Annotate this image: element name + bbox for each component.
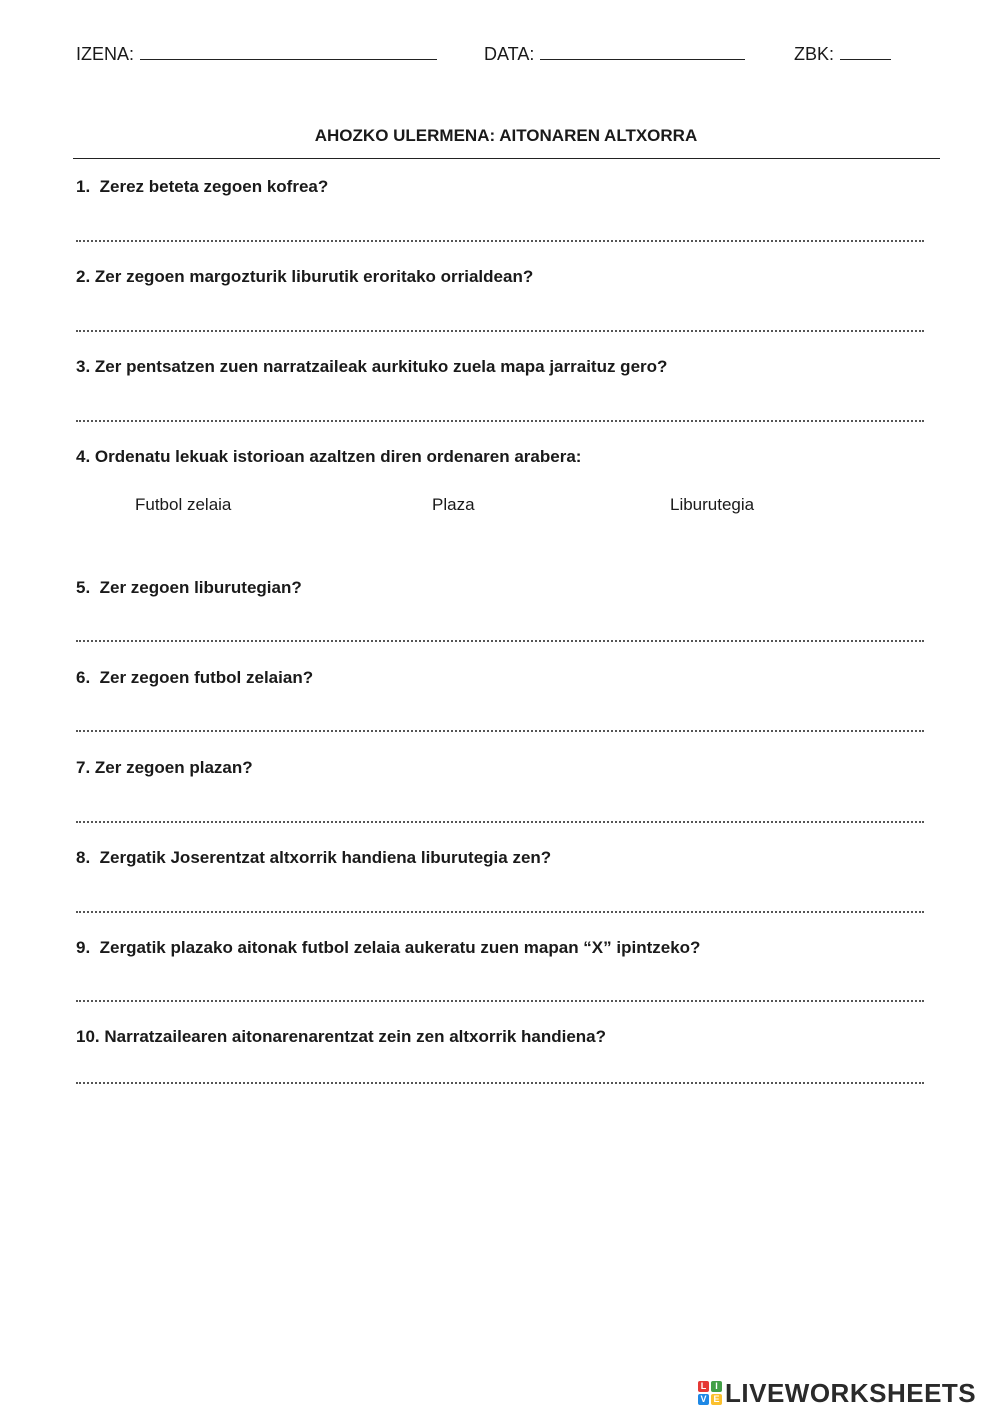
answer-line-9[interactable] bbox=[76, 1000, 924, 1002]
question-8: 8. Zergatik Joserentzat altxorrik handiena liburutegia zen? bbox=[76, 848, 552, 867]
question-2: 2. Zer zegoen margozturik liburutik eroritako orrialdean? bbox=[76, 267, 534, 286]
question-1: 1. Zerez beteta zegoen kofrea? bbox=[76, 177, 329, 196]
logo-text: LIVEWORKSHEETS bbox=[725, 1377, 977, 1408]
question-10: 10. Narratzailearen aitonarenarentzat zein zen altxorrik handiena? bbox=[76, 1027, 607, 1046]
question-9: 9. Zergatik plazako aitonak futbol zelaia aukeratu zuen mapan “X” ipintzeko? bbox=[76, 938, 701, 957]
answer-line-3[interactable] bbox=[76, 420, 924, 422]
name-label: IZENA: bbox=[76, 44, 135, 64]
logo-letter: E bbox=[711, 1394, 722, 1405]
number-field bbox=[794, 44, 891, 65]
option-plaza[interactable]: Plaza bbox=[432, 495, 475, 514]
logo-letter: L bbox=[698, 1381, 709, 1392]
option-futbol-zelaia[interactable]: Futbol zelaia bbox=[135, 495, 232, 514]
answer-line-7[interactable] bbox=[76, 821, 924, 823]
name-line[interactable] bbox=[140, 45, 437, 60]
question-4: 4. Ordenatu lekuak istorioan azaltzen diren ordenaren arabera: bbox=[76, 447, 582, 466]
name-field bbox=[76, 44, 437, 65]
date-label: DATA: bbox=[484, 44, 535, 64]
liveworksheets-logo bbox=[698, 1378, 976, 1408]
date-field bbox=[484, 44, 745, 65]
answer-line-1[interactable] bbox=[76, 240, 924, 242]
logo-mark-icon bbox=[698, 1381, 722, 1405]
number-line[interactable] bbox=[840, 45, 891, 60]
answer-line-10[interactable] bbox=[76, 1082, 924, 1084]
question-6: 6. Zer zegoen futbol zelaian? bbox=[76, 668, 314, 687]
logo-letter: V bbox=[698, 1394, 709, 1405]
title-divider bbox=[73, 158, 940, 159]
answer-line-8[interactable] bbox=[76, 911, 924, 913]
question-7: 7. Zer zegoen plazan? bbox=[76, 758, 253, 777]
question-3: 3. Zer pentsatzen zuen narratzaileak aurkituko zuela mapa jarraituz gero? bbox=[76, 357, 668, 376]
header-row bbox=[0, 44, 1000, 68]
page-title: AHOZKO ULERMENA: AITONAREN ALTXORRA bbox=[314, 126, 698, 145]
number-label: ZBK: bbox=[794, 44, 835, 64]
date-line[interactable] bbox=[540, 45, 745, 60]
answer-line-5[interactable] bbox=[76, 640, 924, 642]
answer-line-6[interactable] bbox=[76, 730, 924, 732]
question-5: 5. Zer zegoen liburutegian? bbox=[76, 578, 302, 597]
answer-line-2[interactable] bbox=[76, 330, 924, 332]
logo-letter: I bbox=[711, 1381, 722, 1392]
option-liburutegia[interactable]: Liburutegia bbox=[670, 495, 755, 514]
